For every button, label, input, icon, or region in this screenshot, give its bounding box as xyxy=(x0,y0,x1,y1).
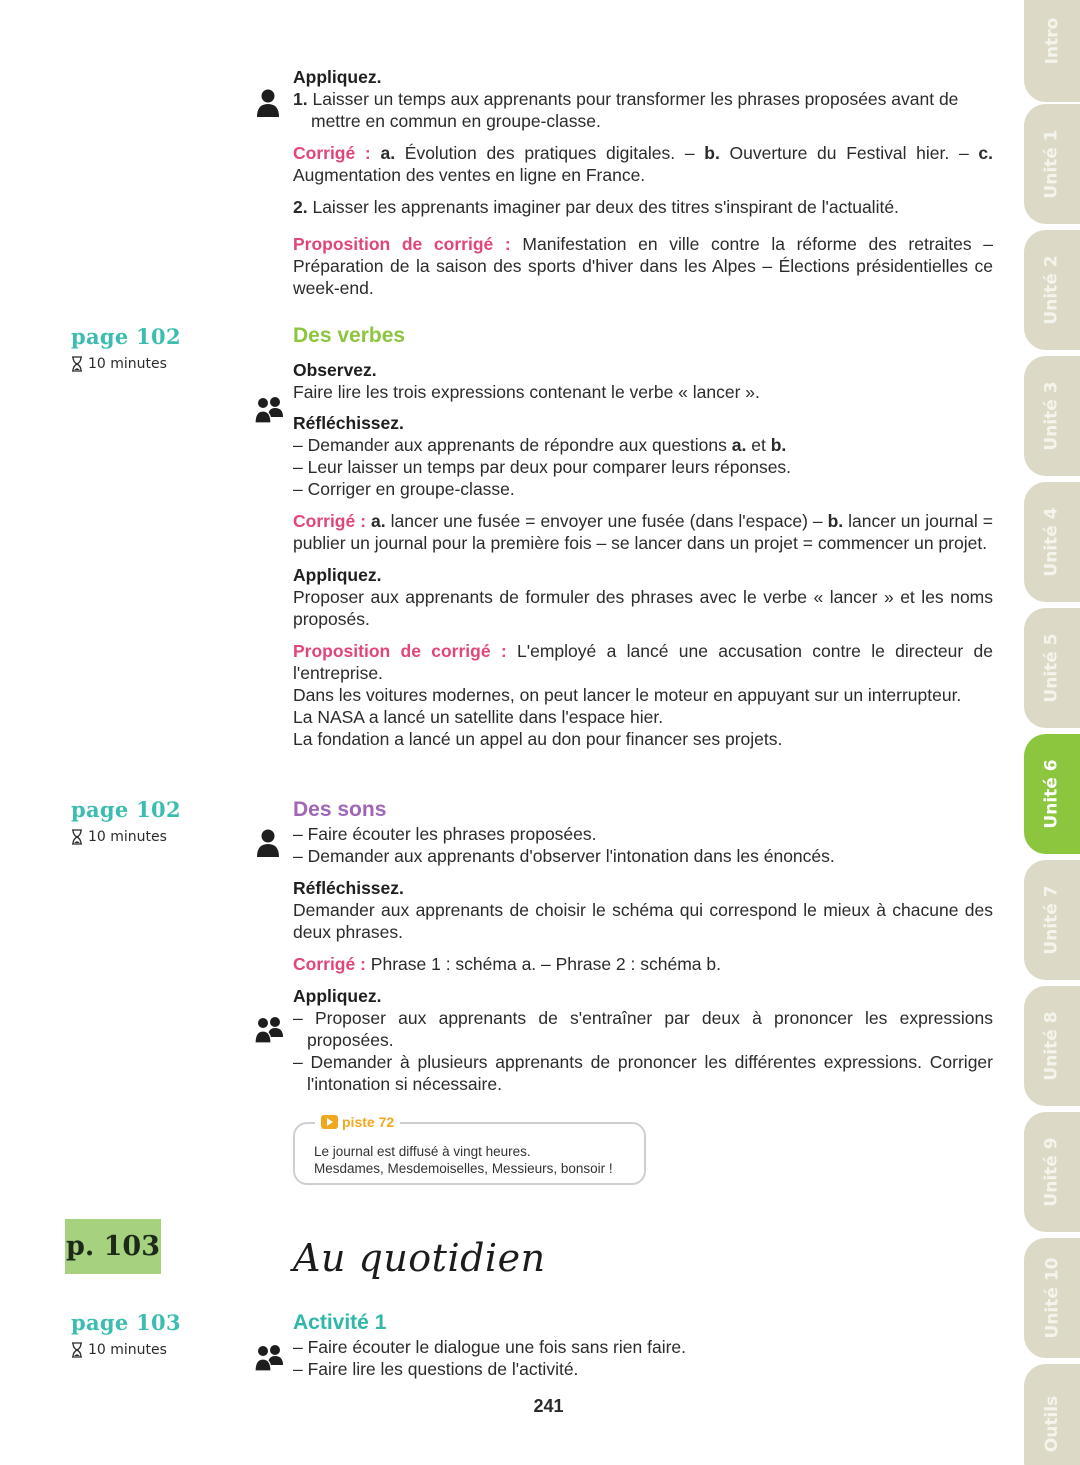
tab-outils[interactable]: Outils xyxy=(1024,1364,1080,1465)
play-icon[interactable] xyxy=(321,1115,338,1129)
pair-work-icon xyxy=(254,395,284,425)
proposition-line: La NASA a lancé un satellite dans l'espace hier. xyxy=(293,707,664,727)
tab-unite-6[interactable]: Unité 6 xyxy=(1024,734,1080,854)
tab-unite-4[interactable]: Unité 4 xyxy=(1024,482,1080,602)
instruction-2: 2. Laisser les apprenants imaginer par deux des titres s'inspirant de l'actualité. xyxy=(293,197,899,217)
section-title: Des verbes xyxy=(293,324,406,347)
hourglass-icon xyxy=(71,1342,83,1358)
tab-unite-10[interactable]: Unité 10 xyxy=(1024,1238,1080,1358)
proposition-corrige-verbes: Proposition de corrigé : L'employé a lancé une accusation contre le directeur de l'entreprise. xyxy=(293,641,993,683)
corrige-1: Corrigé : a. Évolution des pratiques digitales. – b. Ouverture du Festival hier. – c. Augmentation des ventes en ligne en France. xyxy=(293,143,993,185)
single-person-icon xyxy=(254,88,284,118)
reflechissez-item: – Leur laisser un temps par deux pour comparer leurs réponses. xyxy=(293,457,792,477)
margin-page-ref: page 103 xyxy=(71,1310,181,1335)
section-des-verbes xyxy=(293,323,993,750)
pair-work-icon xyxy=(254,1343,284,1373)
margin-ref-verbes xyxy=(71,324,181,372)
margin-ref-sons xyxy=(71,797,181,845)
appliquez-item: – Demander à plusieurs apprenants de prononcer les différentes expressions. Corriger l'intonation si nécessaire. xyxy=(293,1052,993,1094)
appliquez-label: Appliquez. xyxy=(293,67,382,87)
section-activite-1 xyxy=(293,1310,993,1380)
reflechissez-label: Réfléchissez. xyxy=(293,878,404,898)
intro-item: – Demander aux apprenants d'observer l'intonation dans les énoncés. xyxy=(293,846,835,866)
hourglass-icon xyxy=(71,829,83,845)
proposition-line: La fondation a lancé un appel au don pour financer ses projets. xyxy=(293,729,783,749)
hourglass-icon xyxy=(71,356,83,372)
observez-text: Faire lire les trois expressions contenant le verbe « lancer ». xyxy=(293,382,760,402)
tab-intro[interactable]: Intro xyxy=(1024,0,1080,102)
tab-unite-9[interactable]: Unité 9 xyxy=(1024,1112,1080,1232)
duration: 10 minutes xyxy=(71,829,181,845)
section-title: Des sons xyxy=(293,798,387,821)
instruction-1: 1. Laisser un temps aux apprenants pour transformer les phrases proposées avant de mettre en commun en groupe-classe. xyxy=(293,89,959,131)
transcript-line: Mesdames, Mesdemoiselles, Messieurs, bonsoir ! xyxy=(314,1161,613,1176)
transcript-line: Le journal est diffusé à vingt heures. xyxy=(314,1144,531,1159)
tab-unite-1[interactable]: Unité 1 xyxy=(1024,104,1080,224)
duration: 10 minutes xyxy=(71,1342,181,1358)
activity-item: – Faire écouter le dialogue une fois sans rien faire. xyxy=(293,1337,687,1357)
reflechissez-item: – Demander aux apprenants de répondre aux questions a. et b. xyxy=(293,435,787,455)
tab-unite-7[interactable]: Unité 7 xyxy=(1024,860,1080,980)
reflechissez-item: – Corriger en groupe-classe. xyxy=(293,479,515,499)
page-number: 241 xyxy=(533,1396,564,1416)
corrige-sons: Corrigé : Phrase 1 : schéma a. – Phrase 2 : schéma b. xyxy=(293,954,721,974)
appliquez-label: Appliquez. xyxy=(293,986,382,1006)
audio-transcript-box xyxy=(293,1114,646,1185)
activity-title: Activité 1 xyxy=(293,1311,387,1334)
page-badge: p. 103 xyxy=(65,1219,161,1274)
intro-item: – Faire écouter les phrases proposées. xyxy=(293,824,597,844)
proposition-line: Dans les voitures modernes, on peut lancer le moteur en appuyant sur un interrupteur. xyxy=(293,685,962,705)
unit-tab-strip xyxy=(1022,0,1080,1465)
proposition-corrige-1: Proposition de corrigé : Manifestation en ville contre la réforme des retraites – Préparation de la saison des sports d'hiver dans les Alpes – Élections présidentielles ce week-end. xyxy=(293,234,993,298)
pair-work-icon xyxy=(254,1015,284,1045)
audio-track-button[interactable]: piste 72 xyxy=(315,1114,400,1130)
appliquez-label: Appliquez. xyxy=(293,565,382,585)
appliquez-text: Proposer aux apprenants de formuler des phrases avec le verbe « lancer » et les noms proposés. xyxy=(293,587,993,629)
margin-page-ref: page 102 xyxy=(71,324,181,349)
margin-ref-quotidien xyxy=(71,1310,181,1358)
tab-unite-2[interactable]: Unité 2 xyxy=(1024,230,1080,350)
reflechissez-label: Réfléchissez. xyxy=(293,413,404,433)
tab-unite-8[interactable]: Unité 8 xyxy=(1024,986,1080,1106)
section-main-title: Au quotidien xyxy=(293,1236,546,1280)
top-block xyxy=(293,66,993,299)
corrige-verbes: Corrigé : a. lancer une fusée = envoyer une fusée (dans l'espace) – b. lancer un journal = publier un journal pour la première fois – se lancer dans un projet = commencer un projet. xyxy=(293,511,993,553)
reflechissez-text: Demander aux apprenants de choisir le schéma qui correspond le mieux à chacune des deux phrases. xyxy=(293,900,993,942)
activity-item: – Faire lire les questions de l'activité. xyxy=(293,1359,579,1379)
tab-unite-3[interactable]: Unité 3 xyxy=(1024,356,1080,476)
duration: 10 minutes xyxy=(71,356,181,372)
tab-unite-5[interactable]: Unité 5 xyxy=(1024,608,1080,728)
section-des-sons xyxy=(293,797,993,1095)
appliquez-item: – Proposer aux apprenants de s'entraîner par deux à prononcer les expressions proposées. xyxy=(293,1008,993,1050)
observez-label: Observez. xyxy=(293,360,377,380)
single-person-icon xyxy=(254,828,284,858)
margin-page-ref: page 102 xyxy=(71,797,181,822)
